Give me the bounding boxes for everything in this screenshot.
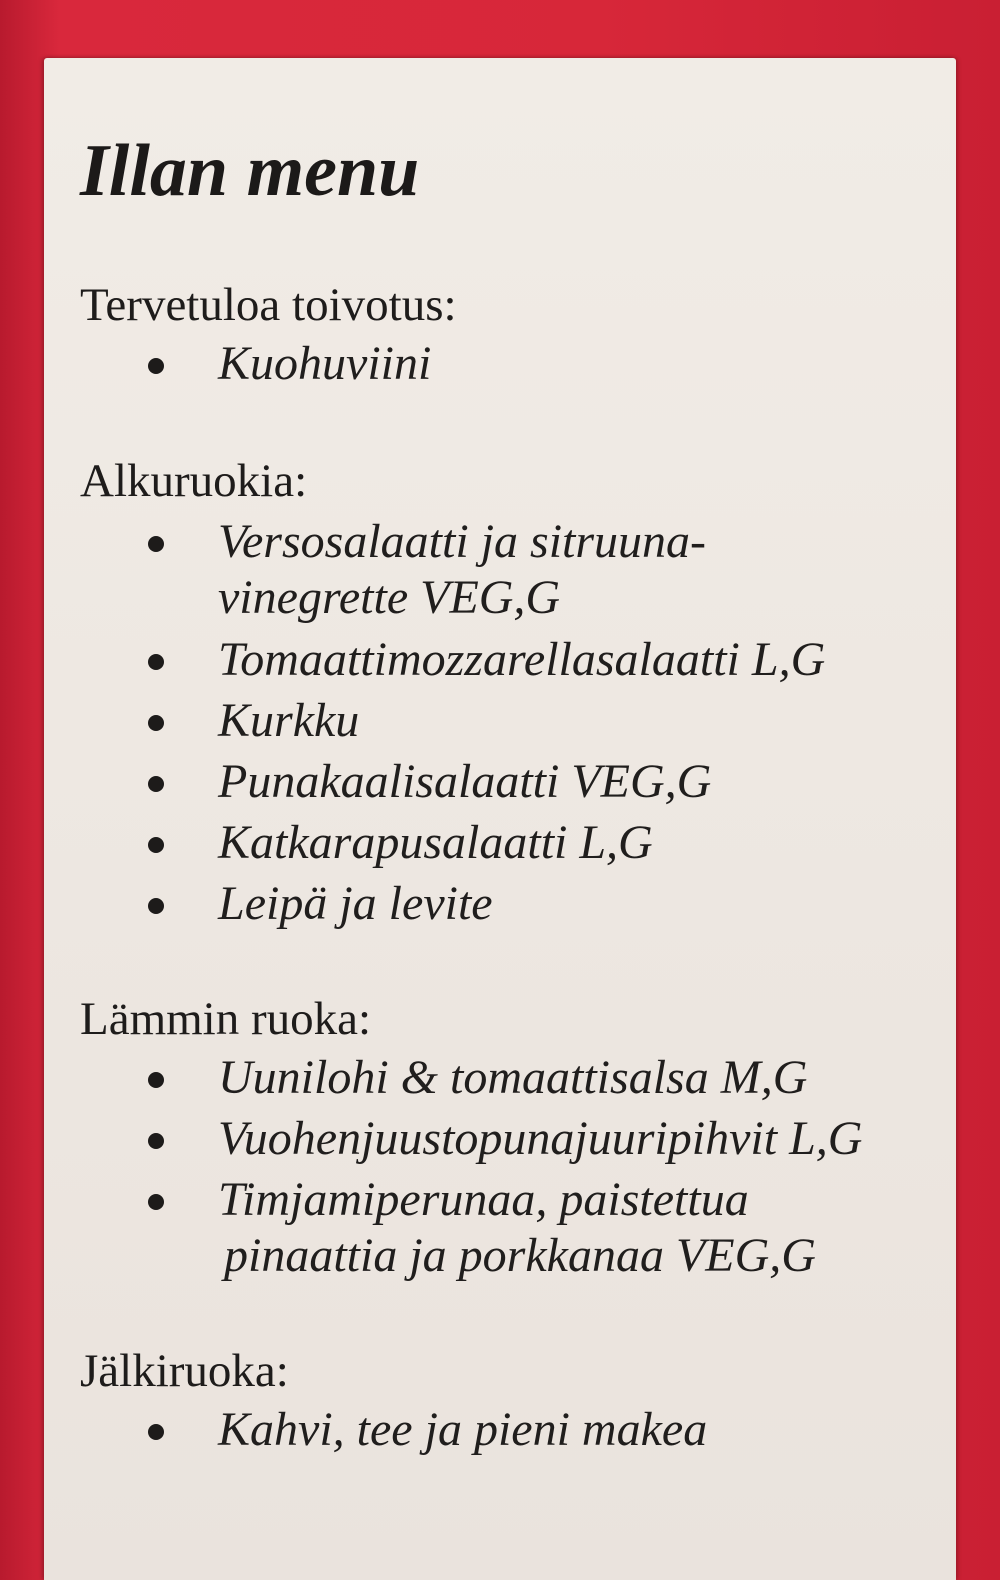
bullet-icon (148, 1133, 164, 1149)
item-text: Kahvi, tee ja pieni makea (218, 1403, 708, 1456)
bullet-icon (148, 1424, 164, 1440)
item-text: Kuohuviini (218, 337, 432, 390)
bullet-icon (148, 837, 164, 853)
item-text: Uunilohi & tomaattisalsa M,G (218, 1051, 808, 1104)
menu-title: Illan menu (80, 130, 420, 212)
item-text-continued: vinegrette VEG,G (218, 571, 561, 624)
bullet-icon (148, 358, 164, 374)
bullet-icon (148, 654, 164, 670)
item-text: Leipä ja levite (218, 877, 493, 930)
section-heading-welcome: Tervetuloa toivotus: (80, 279, 457, 331)
item-text: Punakaalisalaatti VEG,G (218, 755, 712, 808)
item-text: Tomaattimozzarellasalaatti L,G (218, 633, 826, 686)
item-text: Kurkku (218, 694, 360, 747)
item-text: Versosalaatti ja sitruuna- (218, 515, 707, 568)
bullet-icon (148, 1194, 164, 1210)
bullet-icon (148, 776, 164, 792)
section-heading-starters: Alkuruokia: (80, 455, 308, 507)
item-text: Vuohenjuustopunajuuripihvit L,G (218, 1112, 863, 1165)
bullet-icon (148, 898, 164, 914)
item-text: Katkarapusalaatti L,G (218, 816, 653, 869)
item-text: Timjamiperunaa, paistettua (218, 1173, 749, 1226)
section-heading-main-course: Lämmin ruoka: (80, 993, 372, 1045)
item-text-continued: pinaattia ja porkkanaa VEG,G (224, 1229, 816, 1282)
bullet-icon (148, 536, 164, 552)
bullet-icon (148, 715, 164, 731)
bullet-icon (148, 1072, 164, 1088)
section-heading-dessert: Jälkiruoka: (80, 1345, 289, 1397)
